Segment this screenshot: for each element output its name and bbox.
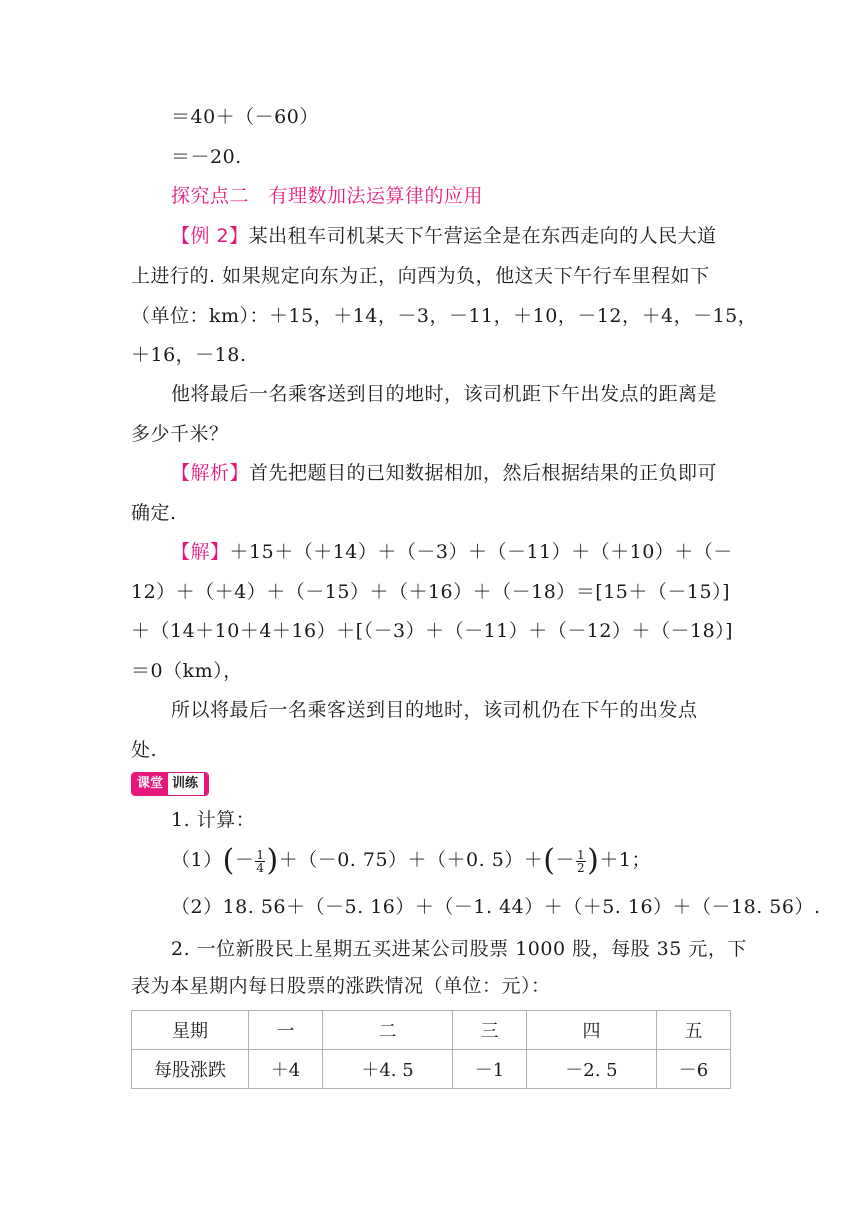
solution-line-2: 12）＋（＋4）＋（－15）＋（＋16）＋（－18）＝[15＋（－15）] <box>131 581 730 603</box>
question-line-2: 多少千米？ <box>131 423 229 445</box>
minus-sign: － <box>234 849 255 871</box>
table-cell: 二 <box>323 1011 453 1050</box>
solution-line-4: ＝0（km）， <box>131 660 243 682</box>
table-header-row <box>132 1011 731 1050</box>
exercise-1a <box>171 843 740 878</box>
badge-part-b: 训练 <box>168 773 208 795</box>
left-paren-2: ( <box>543 843 556 878</box>
table-cell: 四 <box>527 1011 657 1050</box>
conclusion-line-1: 所以将最后一名乘客送到目的地时，该司机仍在下午的出发点 <box>171 699 698 721</box>
exercise-2-line-1: 2. 一位新股民上星期五买进某公司股票 1000 股，每股 35 元，下 <box>171 938 747 960</box>
right-paren-2: ) <box>587 843 600 878</box>
fraction-denominator-2: 2 <box>577 860 586 875</box>
stock-change-table <box>131 1010 731 1089</box>
table-cell: －2. 5 <box>527 1050 657 1089</box>
equation-line-2: ＝－20. <box>171 146 242 168</box>
exercise-1a-end: ＋1； <box>599 849 651 871</box>
example-line-4: ＋16，－18. <box>131 344 247 366</box>
badge-part-a: 课堂 <box>132 773 168 795</box>
question-line-1: 他将最后一名乘客送到目的地时，该司机距下午出发点的距离是 <box>171 383 718 405</box>
exercise-1-title: 1. 计算： <box>171 809 256 831</box>
table-cell: 五 <box>656 1011 730 1050</box>
example-line-2: 上进行的. 如果规定向东为正，向西为负，他这天下午行车里程如下 <box>131 265 710 287</box>
exercise-1b: （2）18. 56＋（－5. 16）＋（－1. 44）＋（＋5. 16）＋（－18. 56）. <box>171 896 821 918</box>
fraction-numerator-2: 1 <box>577 847 586 862</box>
table-cell: 三 <box>452 1011 526 1050</box>
example-text: 某出租车司机某天下午营运全是在东西走向的人民大道 <box>248 225 717 247</box>
table-cell: ＋4 <box>249 1050 323 1089</box>
analysis-line-2: 确定. <box>131 502 177 524</box>
solution-text: ＋15＋（＋14）＋（－3）＋（－11）＋（＋10）＋（－ <box>229 541 733 563</box>
minus-sign-2: － <box>555 849 576 871</box>
fraction-quarter <box>255 849 265 874</box>
solution-line-3: ＋（14＋10＋4＋16）＋[（－3）＋（－11）＋（－12）＋（－18）] <box>131 620 734 642</box>
exercise-2-line-2: 表为本星期内每日股票的涨跌情况（单位：元）： <box>131 975 551 997</box>
table-row <box>132 1050 731 1089</box>
exercise-1a-middle: ＋（－0. 75）＋（＋0. 5）＋ <box>278 849 544 871</box>
table-cell: ＋4. 5 <box>323 1050 453 1089</box>
fraction-numerator: 1 <box>256 847 265 862</box>
table-cell: 星期 <box>132 1011 249 1050</box>
fraction-denominator: 4 <box>256 860 265 875</box>
fraction-half <box>576 849 586 874</box>
table-cell: 一 <box>249 1011 323 1050</box>
example-line-1 <box>171 222 740 250</box>
analysis-label: 【解析】 <box>171 462 250 484</box>
exercise-1a-prefix: （1） <box>171 849 223 871</box>
example-line-3: （单位：km）：＋15，＋14，－3，－11，＋10，－12，＋4，－15， <box>131 305 758 327</box>
table-cell: 每股涨跌 <box>132 1050 249 1089</box>
practice-badge <box>131 772 209 796</box>
section-heading: 探究点二 有理数加法运算律的应用 <box>171 185 484 207</box>
example-label: 【例 2】 <box>171 225 249 247</box>
analysis-line-1 <box>171 459 740 487</box>
table-cell: －1 <box>452 1050 526 1089</box>
conclusion-line-2: 处. <box>131 739 158 761</box>
right-paren: ) <box>266 843 279 878</box>
solution-label: 【解】 <box>171 541 230 563</box>
left-paren: ( <box>222 843 235 878</box>
equation-line-1: ＝40＋（－60） <box>171 106 319 128</box>
analysis-text: 首先把题目的已知数据相加，然后根据结果的正负即可 <box>249 462 718 484</box>
solution-line-1 <box>171 538 740 566</box>
table-cell: －6 <box>656 1050 730 1089</box>
